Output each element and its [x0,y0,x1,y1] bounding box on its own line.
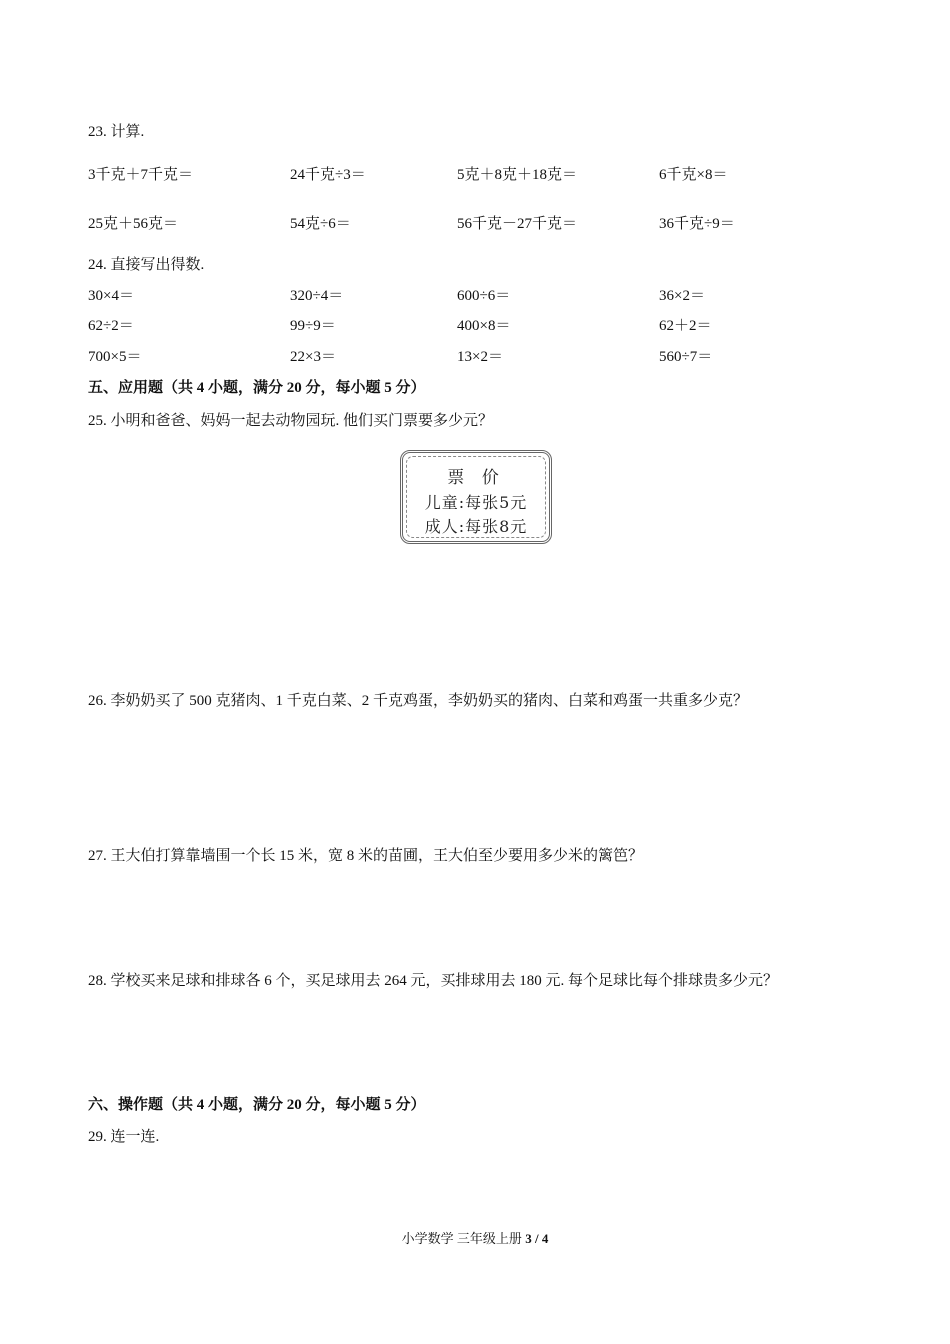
ticket-title: 票 价 [447,468,505,488]
q23-item: 25克＋56克＝ [88,216,179,232]
q24-item: 600÷6＝ [457,288,511,304]
q23-item: 24千克÷3＝ [290,167,366,183]
q23-row-1 [88,163,848,187]
footer-page-total: 4 [541,1231,549,1246]
q23-title: 23. 计算. [88,124,145,140]
q23-item: 3千克＋7千克＝ [88,167,194,183]
q24-item: 22×3＝ [290,349,336,365]
q27-text: 27. 王大伯打算靠墙围一个长 15 米，宽 8 米的苗圃，王大伯至少要用多少米的篱笆？ [88,848,644,864]
q25-text: 25. 小明和爸爸、妈妈一起去动物园玩. 他们买门票要多少元？ [88,413,494,429]
footer-subject: 小学数学 三年级上册 [401,1231,522,1246]
q24-item: 560÷7＝ [659,349,713,365]
q24-title: 24. 直接写出得数. [88,257,205,273]
q24-item: 62＋2＝ [659,318,712,334]
q24-item: 36×2＝ [659,288,705,304]
q23-item: 5克＋8克＋18克＝ [457,167,578,183]
q23-item: 36千克÷9＝ [659,216,735,232]
q24-row-3 [88,345,848,369]
footer-page-number: 3 [525,1231,532,1246]
q23-item: 54克÷6＝ [290,216,351,232]
ticket-price-card [400,450,552,544]
q24-item: 320÷4＝ [290,288,344,304]
q24-item: 62÷2＝ [88,318,134,334]
q28-text: 28. 学校买来足球和排球各 6 个，买足球用去 264 元，买排球用去 180 元. 每个足球比每个排球贵多少元？ [88,973,779,989]
section-6-heading: 六、操作题（共 4 小题，满分 20 分，每小题 5 分） [88,1097,426,1113]
q24-item: 700×5＝ [88,349,142,365]
q24-item: 99÷9＝ [290,318,336,334]
q23-item: 56千克－27千克＝ [457,216,578,232]
q26-text: 26. 李奶奶买了 500 克猪肉、1 千克白菜、2 千克鸡蛋，李奶奶买的猪肉、白菜和鸡蛋一共重多少克？ [88,693,749,709]
section-5-heading: 五、应用题（共 4 小题，满分 20 分，每小题 5 分） [88,380,426,396]
ticket-adult-price: 成人:每张8元 [424,517,528,536]
q24-row-2 [88,314,848,338]
q24-item: 13×2＝ [457,349,503,365]
q23-item: 6千克×8＝ [659,167,728,183]
page-footer [0,1228,950,1247]
q24-item: 30×4＝ [88,288,134,304]
q23-row-2 [88,212,848,236]
q24-item: 400×8＝ [457,318,511,334]
q24-row-1 [88,284,848,308]
ticket-child-price: 儿童:每张5元 [424,493,528,512]
q29-text: 29. 连一连. [88,1129,160,1145]
footer-separator: / [531,1231,542,1246]
